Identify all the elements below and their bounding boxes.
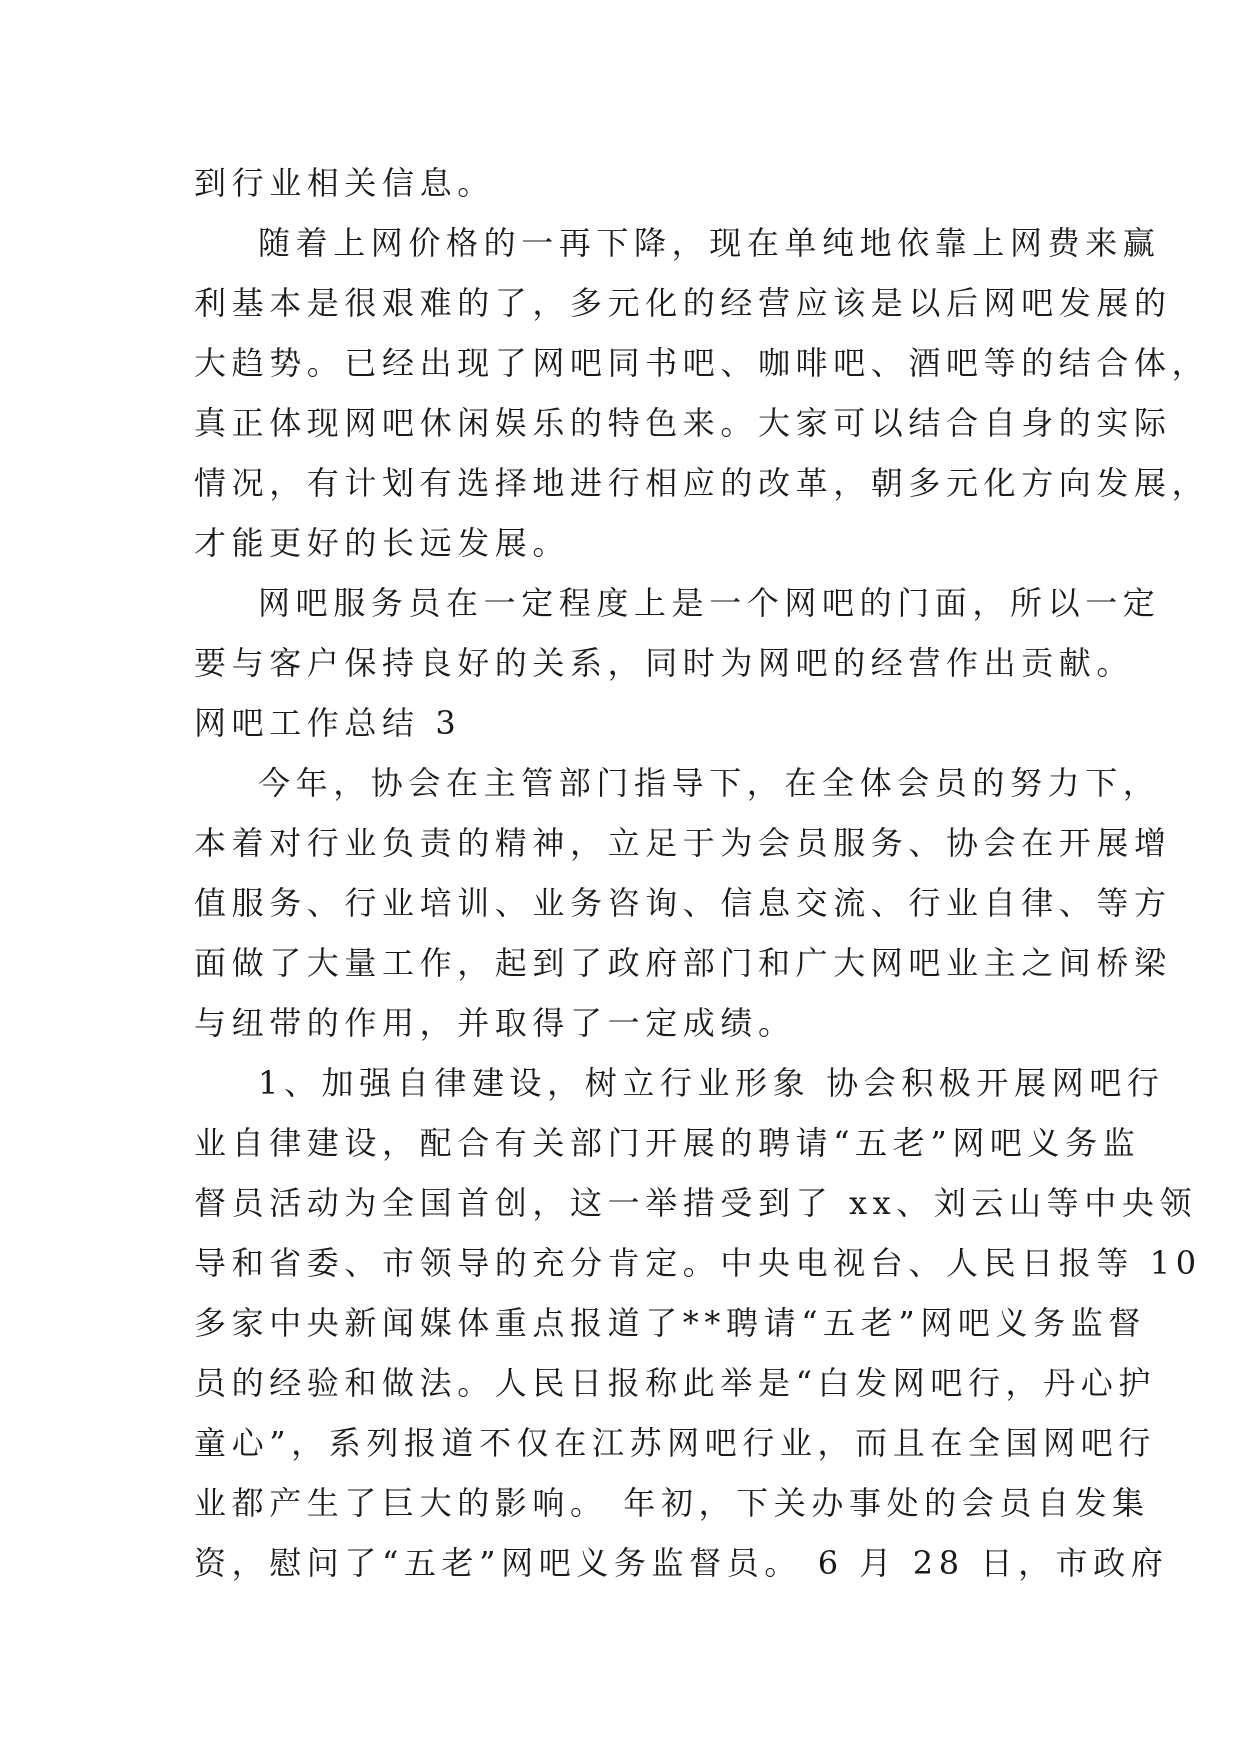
text-line: 员的经验和做法。人民日报称此举是“白发网吧行，丹心护: [194, 1364, 1156, 1402]
paragraph-first-line: 今年，协会在主管部门指导下，在全体会员的努力下，: [258, 764, 1161, 802]
text-line: 真正体现网吧休闲娱乐的特色来。大家可以结合自身的实际: [194, 404, 1172, 442]
text-line: 督员活动为全国首创，这一举措受到了 xx、刘云山等中央领: [194, 1184, 1198, 1222]
text-line: 业自律建设，配合有关部门开展的聘请“五老”网吧义务监: [194, 1124, 1141, 1162]
text-line: 到行业相关信息。: [194, 164, 495, 202]
text-line: 大趋势。已经出现了网吧同书吧、咖啡吧、酒吧等的结合体，: [194, 344, 1210, 382]
text-line: 多家中央新闻媒体重点报道了**聘请“五老”网吧义务监督: [194, 1304, 1146, 1342]
text-line: 情况，有计划有选择地进行相应的改革，朝多元化方向发展，: [194, 464, 1210, 502]
paragraph-first-line: 随着上网价格的一再下降，现在单纯地依靠上网费来赢: [258, 224, 1161, 262]
text-line: 才能更好的长远发展。: [194, 524, 571, 562]
text-line: 利基本是很艰难的了，多元化的经营应该是以后网吧发展的: [194, 284, 1172, 322]
text-line: 童心”，系列报道不仅在江苏网吧行业，而且在全国网吧行: [194, 1424, 1156, 1462]
text-line: 导和省委、市领导的充分肯定。中央电视台、人民日报等 10: [194, 1244, 1202, 1282]
text-line: 业都产生了巨大的影响。 年初，下关办事处的会员自发集: [194, 1484, 1150, 1522]
text-line: 资，慰问了“五老”网吧义务监督员。 6 月 28 日，市政府: [194, 1544, 1169, 1582]
text-line: 与纽带的作用，并取得了一定成绩。: [194, 1004, 796, 1042]
text-line: 值服务、行业培训、业务咨询、信息交流、行业自律、等方: [194, 884, 1172, 922]
section-heading: 网吧工作总结 3: [194, 704, 462, 742]
text-line: 要与客户保持良好的关系，同时为网吧的经营作出贡献。: [194, 644, 1135, 682]
paragraph-first-line: 网吧服务员在一定程度上是一个网吧的门面，所以一定: [258, 584, 1161, 622]
paragraph-first-line: 1、加强自律建设，树立行业形象 协会积极开展网吧行: [258, 1064, 1165, 1102]
text-line: 面做了大量工作，起到了政府部门和广大网吧业主之间桥梁: [194, 944, 1172, 982]
text-line: 本着对行业负责的精神，立足于为会员服务、协会在开展增: [194, 824, 1172, 862]
